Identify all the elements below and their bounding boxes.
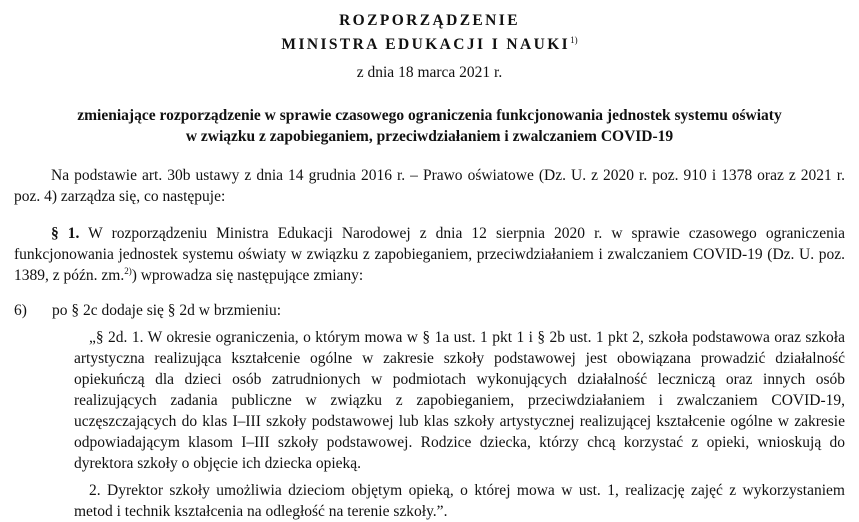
quoted-paragraph-2: 2. Dyrektor szkoły umożliwia dzieciom objętym opieką, o której mowa w ust. 1, realizację zajęć z wykorzystaniem metod i technik kształcenia na odległość na terenie szkoły.”. [74, 482, 845, 520]
regulation-subject [14, 105, 845, 147]
document-type-text: ROZPORZĄDZENIE [339, 12, 520, 29]
issuer-text: MINISTRA EDUKACJI I NAUKI [281, 36, 571, 53]
section-1-paragraph [14, 223, 845, 286]
issue-date: z dnia 18 marca 2021 r. [356, 64, 503, 81]
subject-line-2: w związku z zapobieganiem, przeciwdziałaniem i zwalczaniem COVID-19 [185, 128, 674, 145]
legal-basis-paragraph: Na podstawie art. 30b ustawy z dnia 14 grudnia 2016 r. – Prawo oświatowe (Dz. U. z 2020 r. poz. 910 i 1378 oraz z 2021 r. poz. 4) zarządza się, co następuje: [14, 167, 845, 205]
subject-line-1: zmieniające rozporządzenie w sprawie czasowego ograniczenia funkcjonowania jednostek systemu oświaty [77, 107, 782, 124]
document-type-title [14, 0, 845, 31]
issuer-title [14, 35, 845, 55]
section-1-mark: § 1. [51, 225, 80, 242]
quoted-paragraph-1: „§ 2d. 1. W okresie ograniczenia, o którym mowa w § 1a ust. 1 pkt 1 i § 2b ust. 1 pkt 2, szkoła podstawowa oraz szkoła artystyczna realizująca kształcenie ogólne w zakresie szkoły podstawowej jest obowiązana prowadzić działalność opiekuńczą dla dzieci osób zatrudnionych w podmiotach wykonujących działalność leczniczą oraz innych osób realizujących zadania publiczne w związku z zapobieganiem, przeciwdziałaniem i zwalczaniem COVID-19, uczęszczających do klas I–III szkoły podstawowej lub klas szkoły artystycznej realizującej kształcenie ogólne w zakresie odpowiadającym klasom I–III szkoły podstawowej. Rodzice dziecka, którzy chcą korzystać z opieki, wnioskują do dyrektora szkoły o objęcie ich dziecka opieką. [74, 329, 845, 472]
footnote-ref-1: 1) [570, 34, 578, 45]
section-1-text-after: ) wprowadza się następujące zmiany: [131, 267, 364, 284]
change-item-6 [14, 300, 845, 321]
footnote-ref-2: 2) [124, 265, 132, 276]
quoted-provision [74, 327, 845, 522]
change-item-number: 6) [14, 302, 27, 319]
section-1-text-before: W rozporządzeniu Ministra Edukacji Narodowej z dnia 12 sierpnia 2020 r. w sprawie czasowego ograniczenia funkcjonowania jednostek systemu oświaty w związku z zapobieganiem, przeciwdziałaniem i zwalczaniem COVID-19 (Dz. U. poz. 1389, z późn. zm. [14, 225, 846, 284]
change-item-intro: po § 2c dodaje się § 2d w brzmieniu: [52, 302, 282, 319]
